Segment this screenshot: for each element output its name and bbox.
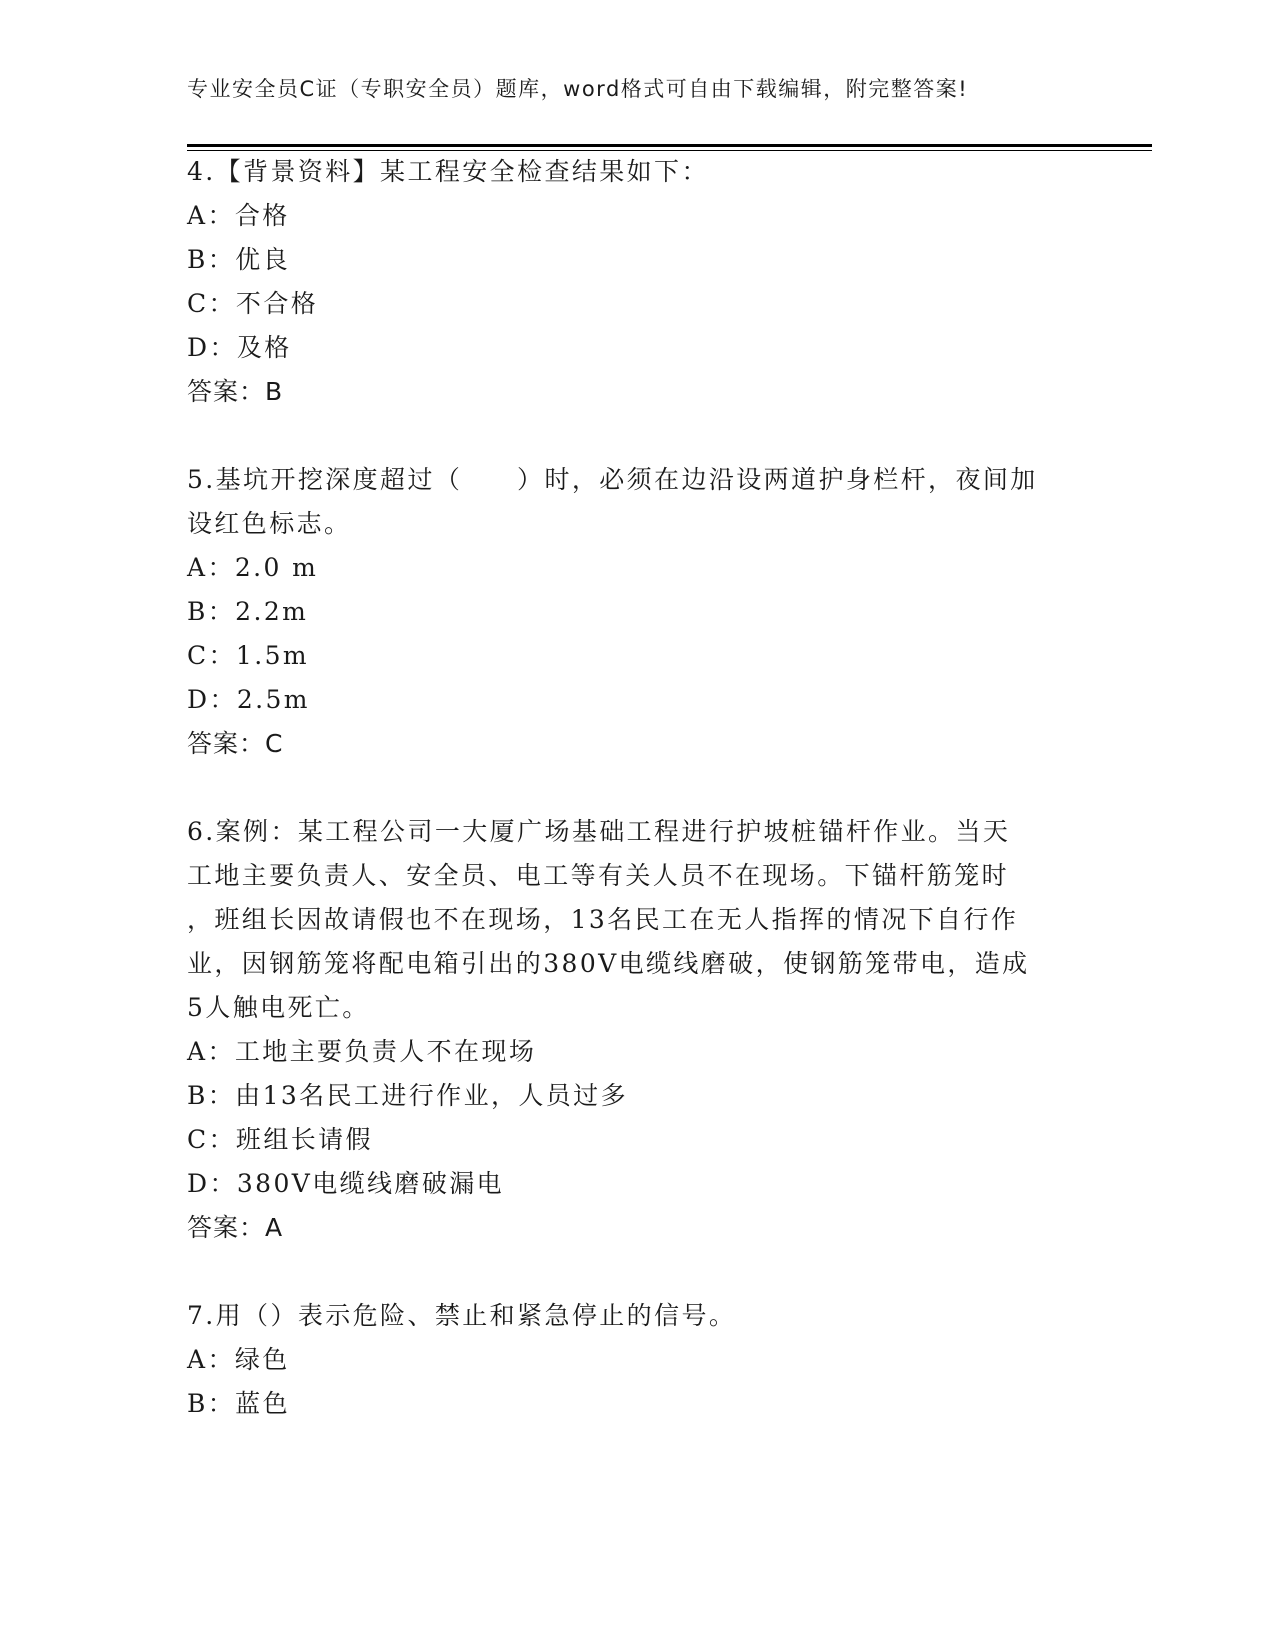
question-6-stem-line-1: 6.案例：某工程公司一大厦广场基础工程进行护坡桩锚杆作业。当天 (187, 817, 1011, 846)
question-6-option-c: C：班组长请假 (187, 1125, 373, 1154)
question-4-option-d: D：及格 (187, 333, 292, 362)
question-5-option-b: B：2.2m (187, 597, 309, 626)
question-6-stem-line-2: 工地主要负责人、安全员、电工等有关人员不在现场。下锚杆筋笼时 (187, 861, 1010, 890)
page-header: 专业安全员C证（专职安全员）题库，word格式可自由下载编辑，附完整答案! (187, 77, 969, 101)
question-4-stem: 4.【背景资料】某工程安全检查结果如下： (187, 157, 709, 186)
question-7-option-b: B：蓝色 (187, 1389, 290, 1418)
question-4-option-c: C：不合格 (187, 289, 319, 318)
header-rule-thin (187, 150, 1152, 151)
question-5-stem-line-2: 设红色标志。 (187, 509, 352, 538)
header-rule-thick (187, 144, 1152, 147)
question-7-option-a: A：绿色 (187, 1345, 290, 1374)
question-5-stem-line-1: 5.基坑开挖深度超过（ ）时，必须在边沿设两道护身栏杆，夜间加 (187, 465, 1038, 494)
question-5-option-c: C：1.5m (187, 641, 309, 670)
question-5-option-a: A：2.0 m (187, 553, 319, 582)
question-6-option-d: D：380V电缆线磨破漏电 (187, 1169, 505, 1198)
question-6-option-a: A：工地主要负责人不在现场 (187, 1037, 537, 1066)
question-6-option-b: B：由13名民工进行作业，人员过多 (187, 1081, 628, 1110)
question-4-answer: 答案：B (187, 377, 284, 406)
question-6-stem-line-4: 业，因钢筋笼将配电箱引出的380V电缆线磨破，使钢筋笼带电，造成 (187, 949, 1030, 978)
question-6-stem-line-3: ，班组长因故请假也不在现场，13名民工在无人指挥的情况下自行作 (187, 905, 1019, 934)
question-5-option-d: D：2.5m (187, 685, 310, 714)
question-4-option-a: A：合格 (187, 201, 290, 230)
question-5-answer: 答案：C (187, 729, 284, 758)
question-7-stem: 7.用（）表示危险、禁止和紧急停止的信号。 (187, 1301, 737, 1330)
question-6-stem-line-5: 5人触电死亡。 (187, 993, 370, 1022)
question-4-option-b: B：优良 (187, 245, 290, 274)
question-6-answer: 答案：A (187, 1213, 284, 1242)
